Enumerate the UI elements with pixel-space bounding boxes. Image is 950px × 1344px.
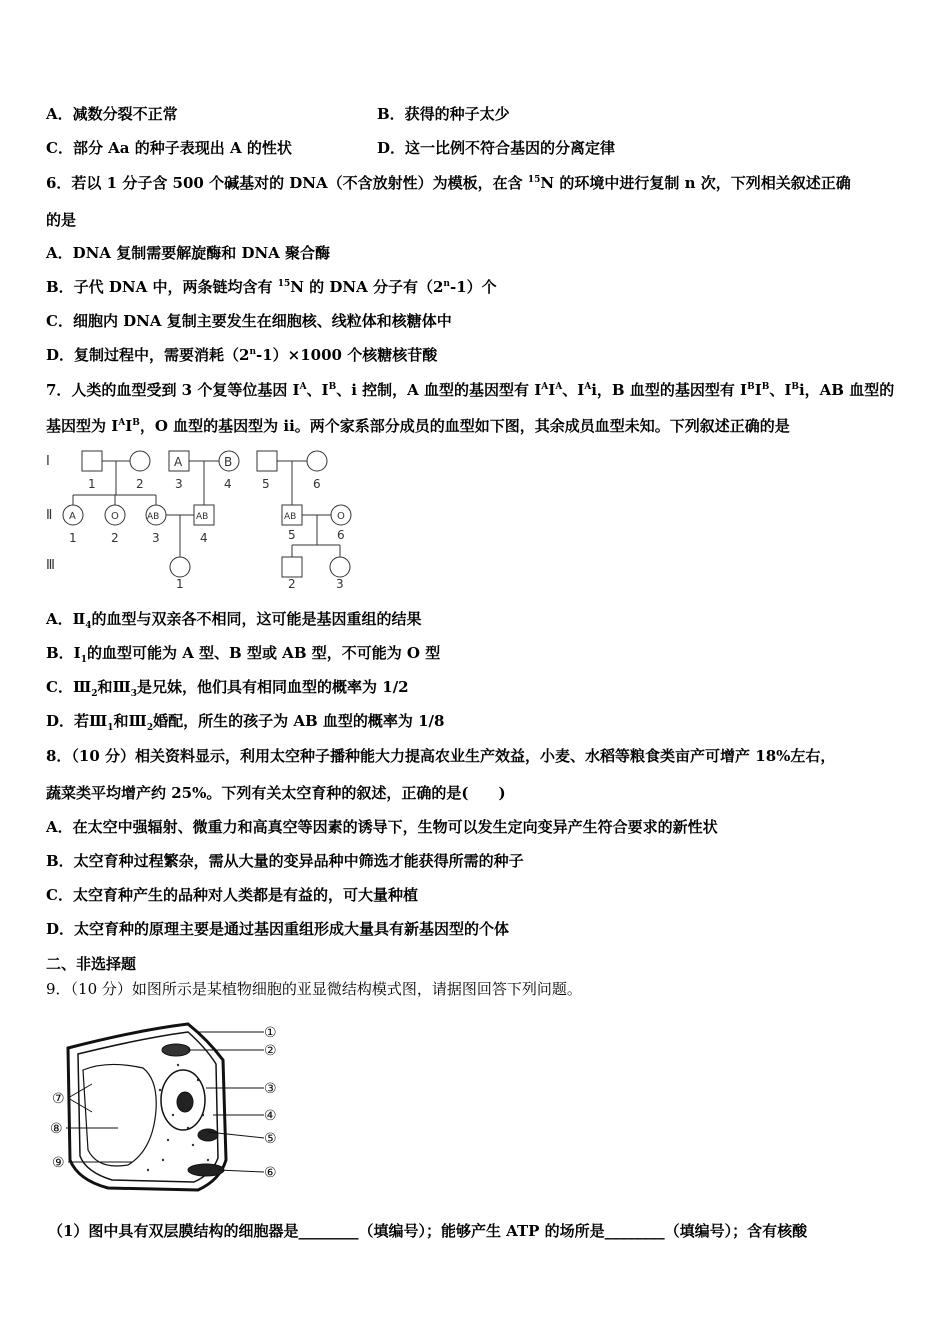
chloroplast xyxy=(162,1044,190,1056)
f2-III3-female xyxy=(330,557,350,577)
svg-text:③: ③ xyxy=(264,1081,277,1097)
svg-text:5: 5 xyxy=(262,477,270,491)
svg-text:AB: AB xyxy=(196,512,209,522)
q5-option-b: B．获得的种子太少 xyxy=(377,105,510,123)
f1-III1-female xyxy=(170,557,190,577)
q7-option-c: C．$Ⅲ_2$和$Ⅲ_3$是兄妹，他们具有相同血型的概率为 1/2 xyxy=(46,678,409,699)
q8-option-a: A．在太空中强辐射、微重力和高真空等因素的诱导下，生物可以发生定向变异产生符合要求的新性状 xyxy=(46,818,718,836)
f2-III2-male xyxy=(282,557,302,577)
svg-text:⑥: ⑥ xyxy=(264,1165,277,1181)
q7-option-b: B．$I_1$的血型可能为 A 型、B 型或 AB 型，不可能为 O 型 xyxy=(46,644,441,665)
svg-text:②: ② xyxy=(264,1043,277,1059)
q6-stem-line2: 的是 xyxy=(46,211,77,229)
svg-text:O: O xyxy=(337,511,345,522)
svg-text:6: 6 xyxy=(313,477,321,491)
svg-text:4: 4 xyxy=(200,531,208,545)
svg-text:3: 3 xyxy=(175,477,183,491)
gen-label-2: Ⅱ xyxy=(46,508,53,523)
q8-option-c: C．太空育种产生的品种对人类都是有益的，可大量种植 xyxy=(46,886,418,904)
q6-option-a: A．DNA 复制需要解旋酶和 DNA 聚合酶 xyxy=(46,244,331,262)
svg-text:4: 4 xyxy=(224,477,232,491)
f1-I2-female xyxy=(130,451,150,471)
plant-cell-diagram xyxy=(48,1020,288,1195)
q8-option-b: B．太空育种过程繁杂，需从大量的变异品种中筛选才能获得所需的种子 xyxy=(46,852,524,870)
section-heading: 二、非选择题 xyxy=(46,955,137,973)
svg-text:⑤: ⑤ xyxy=(264,1131,277,1147)
q9-stem: 9．（10 分）如图所示是某植物细胞的亚显微结构模式图，请据图回答下列问题。 xyxy=(46,980,582,998)
svg-text:O: O xyxy=(111,511,119,522)
svg-text:⑦: ⑦ xyxy=(52,1091,65,1107)
svg-text:3: 3 xyxy=(336,577,344,591)
svg-text:AB: AB xyxy=(147,512,160,522)
svg-text:1: 1 xyxy=(69,531,77,545)
svg-text:3: 3 xyxy=(152,531,160,545)
f1-I1-male xyxy=(82,451,102,471)
svg-text:6: 6 xyxy=(337,528,345,542)
q6-option-b: B．子代 DNA 中，两条链均含有 $^{15}$N 的 DNA 分子有（2$^n$-1）个 xyxy=(46,278,497,296)
q6-stem-line1: 6．若以 1 分子含 500 个碱基对的 DNA（不含放射性）为模板，在含 $^{15}$N 的环境中进行复制 n 次，下列相关叙述正确 xyxy=(46,174,851,192)
svg-text:1: 1 xyxy=(88,477,96,491)
q8-option-d: D．太空育种的原理主要是通过基因重组形成大量具有新基因型的个体 xyxy=(46,920,510,938)
svg-text:5: 5 xyxy=(288,528,296,542)
svg-text:④: ④ xyxy=(264,1108,277,1124)
q6-option-d: D．复制过程中，需要消耗$(2^n-1)\times 1000$ 个核糖核苷酸 xyxy=(46,346,438,364)
q8-stem-line1: 8．（10 分）相关资料显示，利用太空种子播种能大力提高农业生产效益，小麦、水稻等粮食类亩产可增产 18%左右， xyxy=(46,747,836,765)
svg-text:AB: AB xyxy=(284,512,297,522)
q5-option-c: C．部分 Aa 的种子表现出 A 的性状 xyxy=(46,139,292,157)
svg-text:2: 2 xyxy=(136,477,144,491)
q7-stem-line2: 基因型为 $I^AI^B$，O 血型的基因型为 ii。两个家系部分成员的血型如下图，其余成员血型未知。下列叙述正确的是 xyxy=(46,417,790,435)
q5-option-a: A．减数分裂不正常 xyxy=(46,105,178,123)
svg-text:⑨: ⑨ xyxy=(52,1155,65,1171)
q5-option-d: D．这一比例不符合基因的分离定律 xyxy=(377,139,616,157)
pedigree-chart xyxy=(40,445,370,595)
q7-option-a: A．$Ⅱ_4$的血型与双亲各不相同，这可能是基因重组的结果 xyxy=(46,610,422,631)
q7-option-d: D．若$Ⅲ_1$和$Ⅲ_2$婚配，所生的孩子为 AB 血型的概率为 1/8 xyxy=(46,712,445,733)
q7-stem-line1: 7．人类的血型受到 3 个复等位基因 $I^A$、$I^B$、i 控制，A 血型的基因型有 $I^AI^A$、$I^Ai$，B 血型的基因型有 $I^BI^B$、$I^Bi$，AB 血型的 xyxy=(46,381,895,399)
svg-text:2: 2 xyxy=(111,531,119,545)
f2-I5-male xyxy=(257,451,277,471)
q9-subquestion-1: （1）图中具有双层膜结构的细胞器是________（填编号）；能够产生 ATP 的场所是________（填编号）；含有核酸 xyxy=(48,1222,808,1240)
svg-text:①: ① xyxy=(264,1025,277,1041)
svg-text:A: A xyxy=(174,455,183,469)
svg-text:⑧: ⑧ xyxy=(50,1121,63,1137)
q6-option-c: C．细胞内 DNA 复制主要发生在细胞核、线粒体和核糖体中 xyxy=(46,312,452,330)
svg-text:2: 2 xyxy=(288,577,296,591)
gen-label-3: Ⅲ xyxy=(46,558,55,573)
f2-I6-female xyxy=(307,451,327,471)
gen-label-1: Ⅰ xyxy=(46,454,50,469)
q8-stem-line2: 蔬菜类平均增产约 25%。下列有关太空育种的叙述，正确的是( ) xyxy=(46,784,506,802)
svg-text:B: B xyxy=(224,455,233,469)
svg-text:A: A xyxy=(69,511,76,522)
svg-text:1: 1 xyxy=(176,577,184,591)
